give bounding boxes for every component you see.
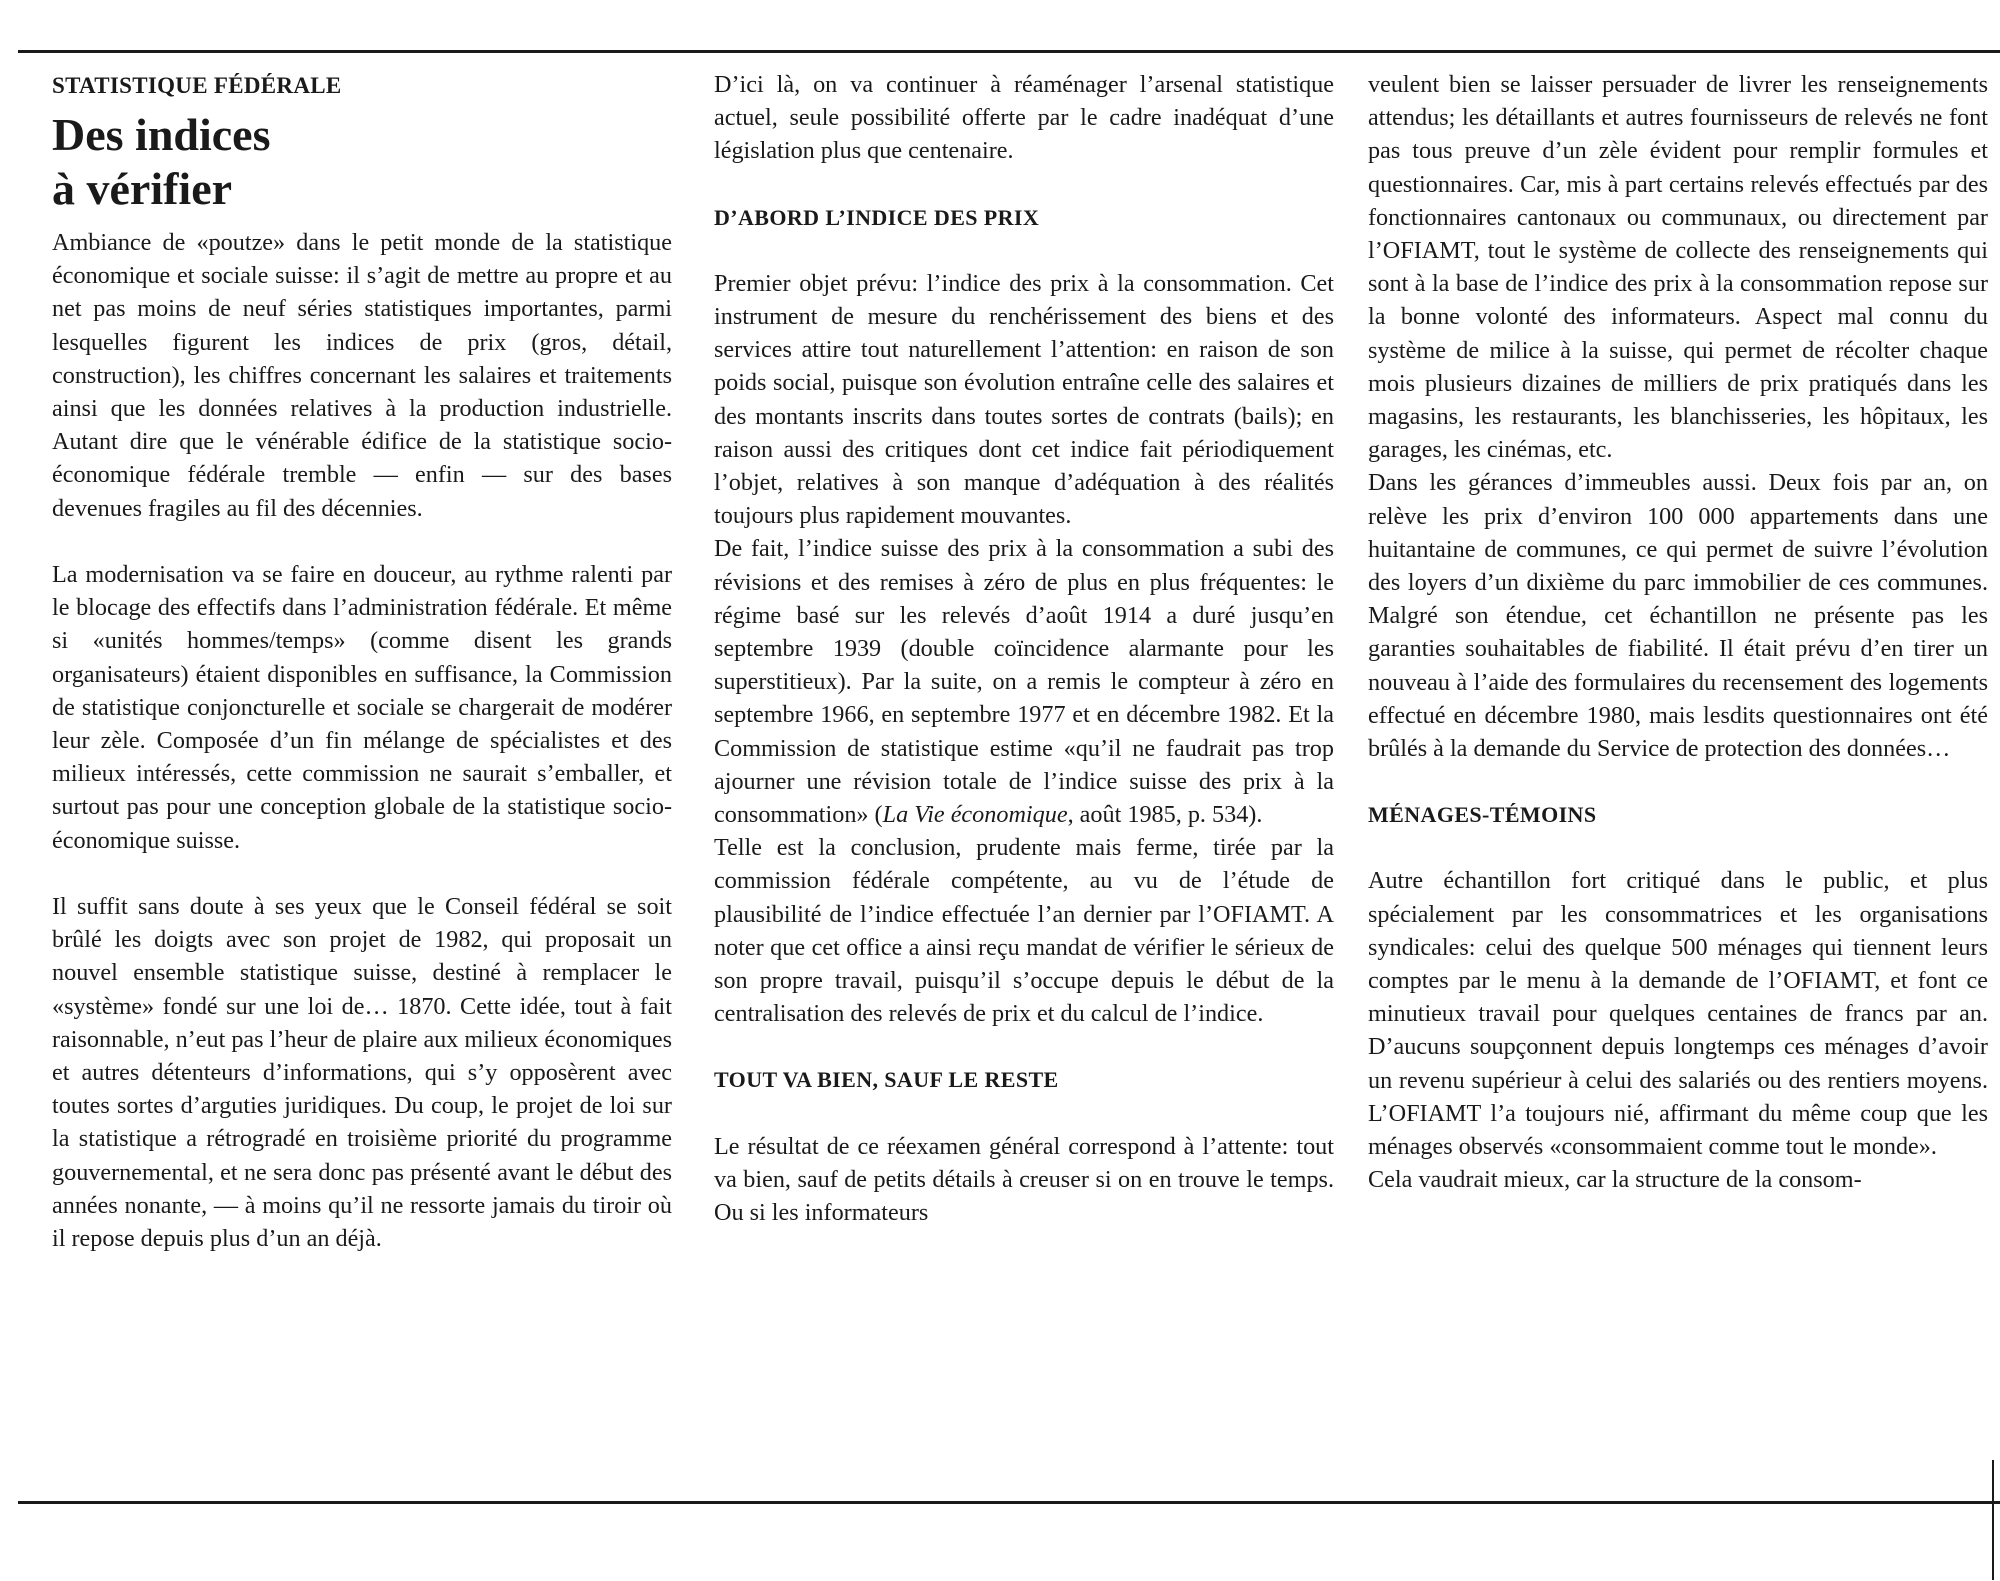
paragraph: Le résultat de ce réexamen général correspond à l’attente: tout va bien, sauf de petits détails à creuser si on en trouve le temps. Ou si les informateurs [714,1132,1334,1227]
text-run: , août 1985, p. 534). [1067,801,1263,829]
paragraph [714,532,1334,831]
paragraph: Telle est la conclusion, prudente mais ferme, tirée par la commission fédérale compétente, au vu de l’étude de plausibilité de l’indice effectuée l’an dernier par l’OFIAMT. A noter que cet office a ainsi reçu mandat de vérifier le sérieux de son propre travail, puisqu’il s’occupe depuis le début de la centralisation des relevés de prix et du calcul de l’indice. [714,834,1334,1028]
column-2 [714,68,1334,1229]
bottom-rule [18,1501,2000,1504]
section-rubric: STATISTIQUE FÉDÉRALE [52,73,342,98]
paragraph: Dans les gérances d’immeubles aussi. Deux fois par an, on relève les prix d’environ 100 000 appartements dans une huitantaine de communes, ce qui permet de suivre l’évolution des loyers d’un dixième du parc immobilier de ces communes. Malgré son étendue, cet échantillon ne présente pas les garanties souhaitables de fiabilité. Il était prévu d’en tirer un nouveau à l’aide des formulaires du recensement des logements effectué en décembre 1980, mais lesdits questionnaires ont été brûlés à la demande du Service de protection des données… [1368,469,1988,763]
text-run: De fait, l’indice suisse des prix à la consommation a subi des révisions et des remises à zéro de plus en plus fréquentes: le régime basé sur les relevés d’août 1914 a duré jusqu’en septembre 1939 (double coïncidence alarmante pour les superstitieux). Par la suite, on a remis le compteur à zéro en septembre 1966, en septembre 1977 et en décembre 1982. Et la Commission de statistique estime «qu’il ne faudrait pas trop ajourner une révision totale de l’indice suisse des prix à la consommation» ( [714,535,1334,829]
paragraph: Cela vaudrait mieux, car la structure de la consom- [1368,1166,1862,1194]
paragraph: La modernisation va se faire en douceur, au rythme ralenti par le blocage des effectifs dans l’administration fédérale. Et même si «unités hommes/temps» (comme disent les grands organisateurs) étaient disponibles en suffisance, la Commission de statistique conjoncturelle et sociale se chargerait de modérer leur zèle. Composée d’un fin mélange de spécialistes et des milieux intéressés, cette commission ne saurait s’emballer, et surtout pas pour une conception globale de la statistique socio-économique suisse. [52,561,672,854]
paragraph: D’ici là, on va continuer à réaménager l’arsenal statistique actuel, seule possibilité offerte par le cadre inadéquat d’une législation plus que centenaire. [714,71,1334,165]
title-line-2: à vérifier [52,163,233,214]
subheading: TOUT VA BIEN, SAUF LE RESTE [714,1067,1059,1093]
publication-title: La Vie économique [882,801,1068,829]
paragraph: Premier objet prévu: l’indice des prix à la consommation. Cet instrument de mesure du renchérissement des biens et des services attire tout naturellement l’attention: en raison de son poids social, puisque son évolution entraîne celle des salaires et des montants inscrits dans toutes sortes de contrats (bails); en raison aussi des critiques dont cet indice fait périodiquement l’objet, relatives à son manque d’adéquation à des réalités toujours plus rapidement mouvantes. [714,269,1334,530]
column-3 [1368,68,1988,1196]
title-line-1: Des indices [52,109,271,160]
subheading: D’ABORD L’INDICE DES PRIX [714,204,1040,230]
paragraph: Il suffit sans doute à ses yeux que le Conseil fédéral se soit brûlé les doigts avec son projet de 1982, qui proposait un nouvel ensemble statistique suisse, destiné à remplacer le «système» fondé sur une loi de… 1870. Cette idée, tout à fait raisonnable, n’eut pas l’heur de plaire aux milieux économiques et autres détenteurs d’informations, qui s’y opposèrent avec toutes sortes d’arguties juridiques. Du coup, le projet de loi sur la statistique a rétrogradé en troisième priorité du programme gouvernemental, et ne sera donc pas présenté avant le début des années nonante, — à moins qu’il ne ressorte jamais du tiroir où il repose depuis plus d’un an déjà. [52,893,672,1253]
column-1 [52,68,672,1255]
article-title [52,108,672,216]
paragraph: Ambiance de «poutze» dans le petit monde de la statistique économique et sociale suisse: il s’agit de mettre au propre et au net pas moins de neuf séries statistiques importantes, parmi lesquelles figurent les indices de prix (gros, détail, construction), les chiffres concernant les salaires et traitements ainsi que les données relatives à la production industrielle. Autant dire que le vénérable édifice de la statistique socio-économique fédérale tremble — enfin — sur des bases devenues fragiles au fil des décennies. [52,229,672,522]
paragraph: veulent bien se laisser persuader de livrer les renseignements attendus; les détaillants et autres fournisseurs de relevés ne font pas tous preuve d’un zèle évident pour remplir formules et questionnaires. Car, mis à part certains relevés effectués par des fonctionnaires cantonaux ou communaux, ou directement par l’OFIAMT, tout le système de collecte des renseignements qui sont à la base de l’indice des prix à la consommation repose sur la bonne volonté des informateurs. Aspect mal connu du système de milice à la suisse, qui permet de récolter chaque mois plusieurs dizaines de milliers de prix pratiqués dans les magasins, les restaurants, les blanchisseries, les hôpitaux, les garages, les cinémas, etc. [1368,71,1988,464]
subheading: MÉNAGES-TÉMOINS [1368,802,1597,828]
top-rule [18,50,2000,53]
paragraph: Autre échantillon fort critiqué dans le public, et plus spécialement par les consommatrices et les organisations syndicales: celui des quelque 500 ménages qui tiennent leurs comptes par le menu à la demande de l’OFIAMT, et font ce minutieux travail pour quelques centaines de francs par an. D’aucuns soupçonnent depuis longtemps ces ménages d’avoir un revenu supérieur à celui des salariés ou des rentiers moyens. L’OFIAMT l’a toujours nié, affirmant du même coup que les ménages observés «consommaient comme tout le monde». [1368,867,1988,1161]
edge-mark [1992,1460,2000,1580]
